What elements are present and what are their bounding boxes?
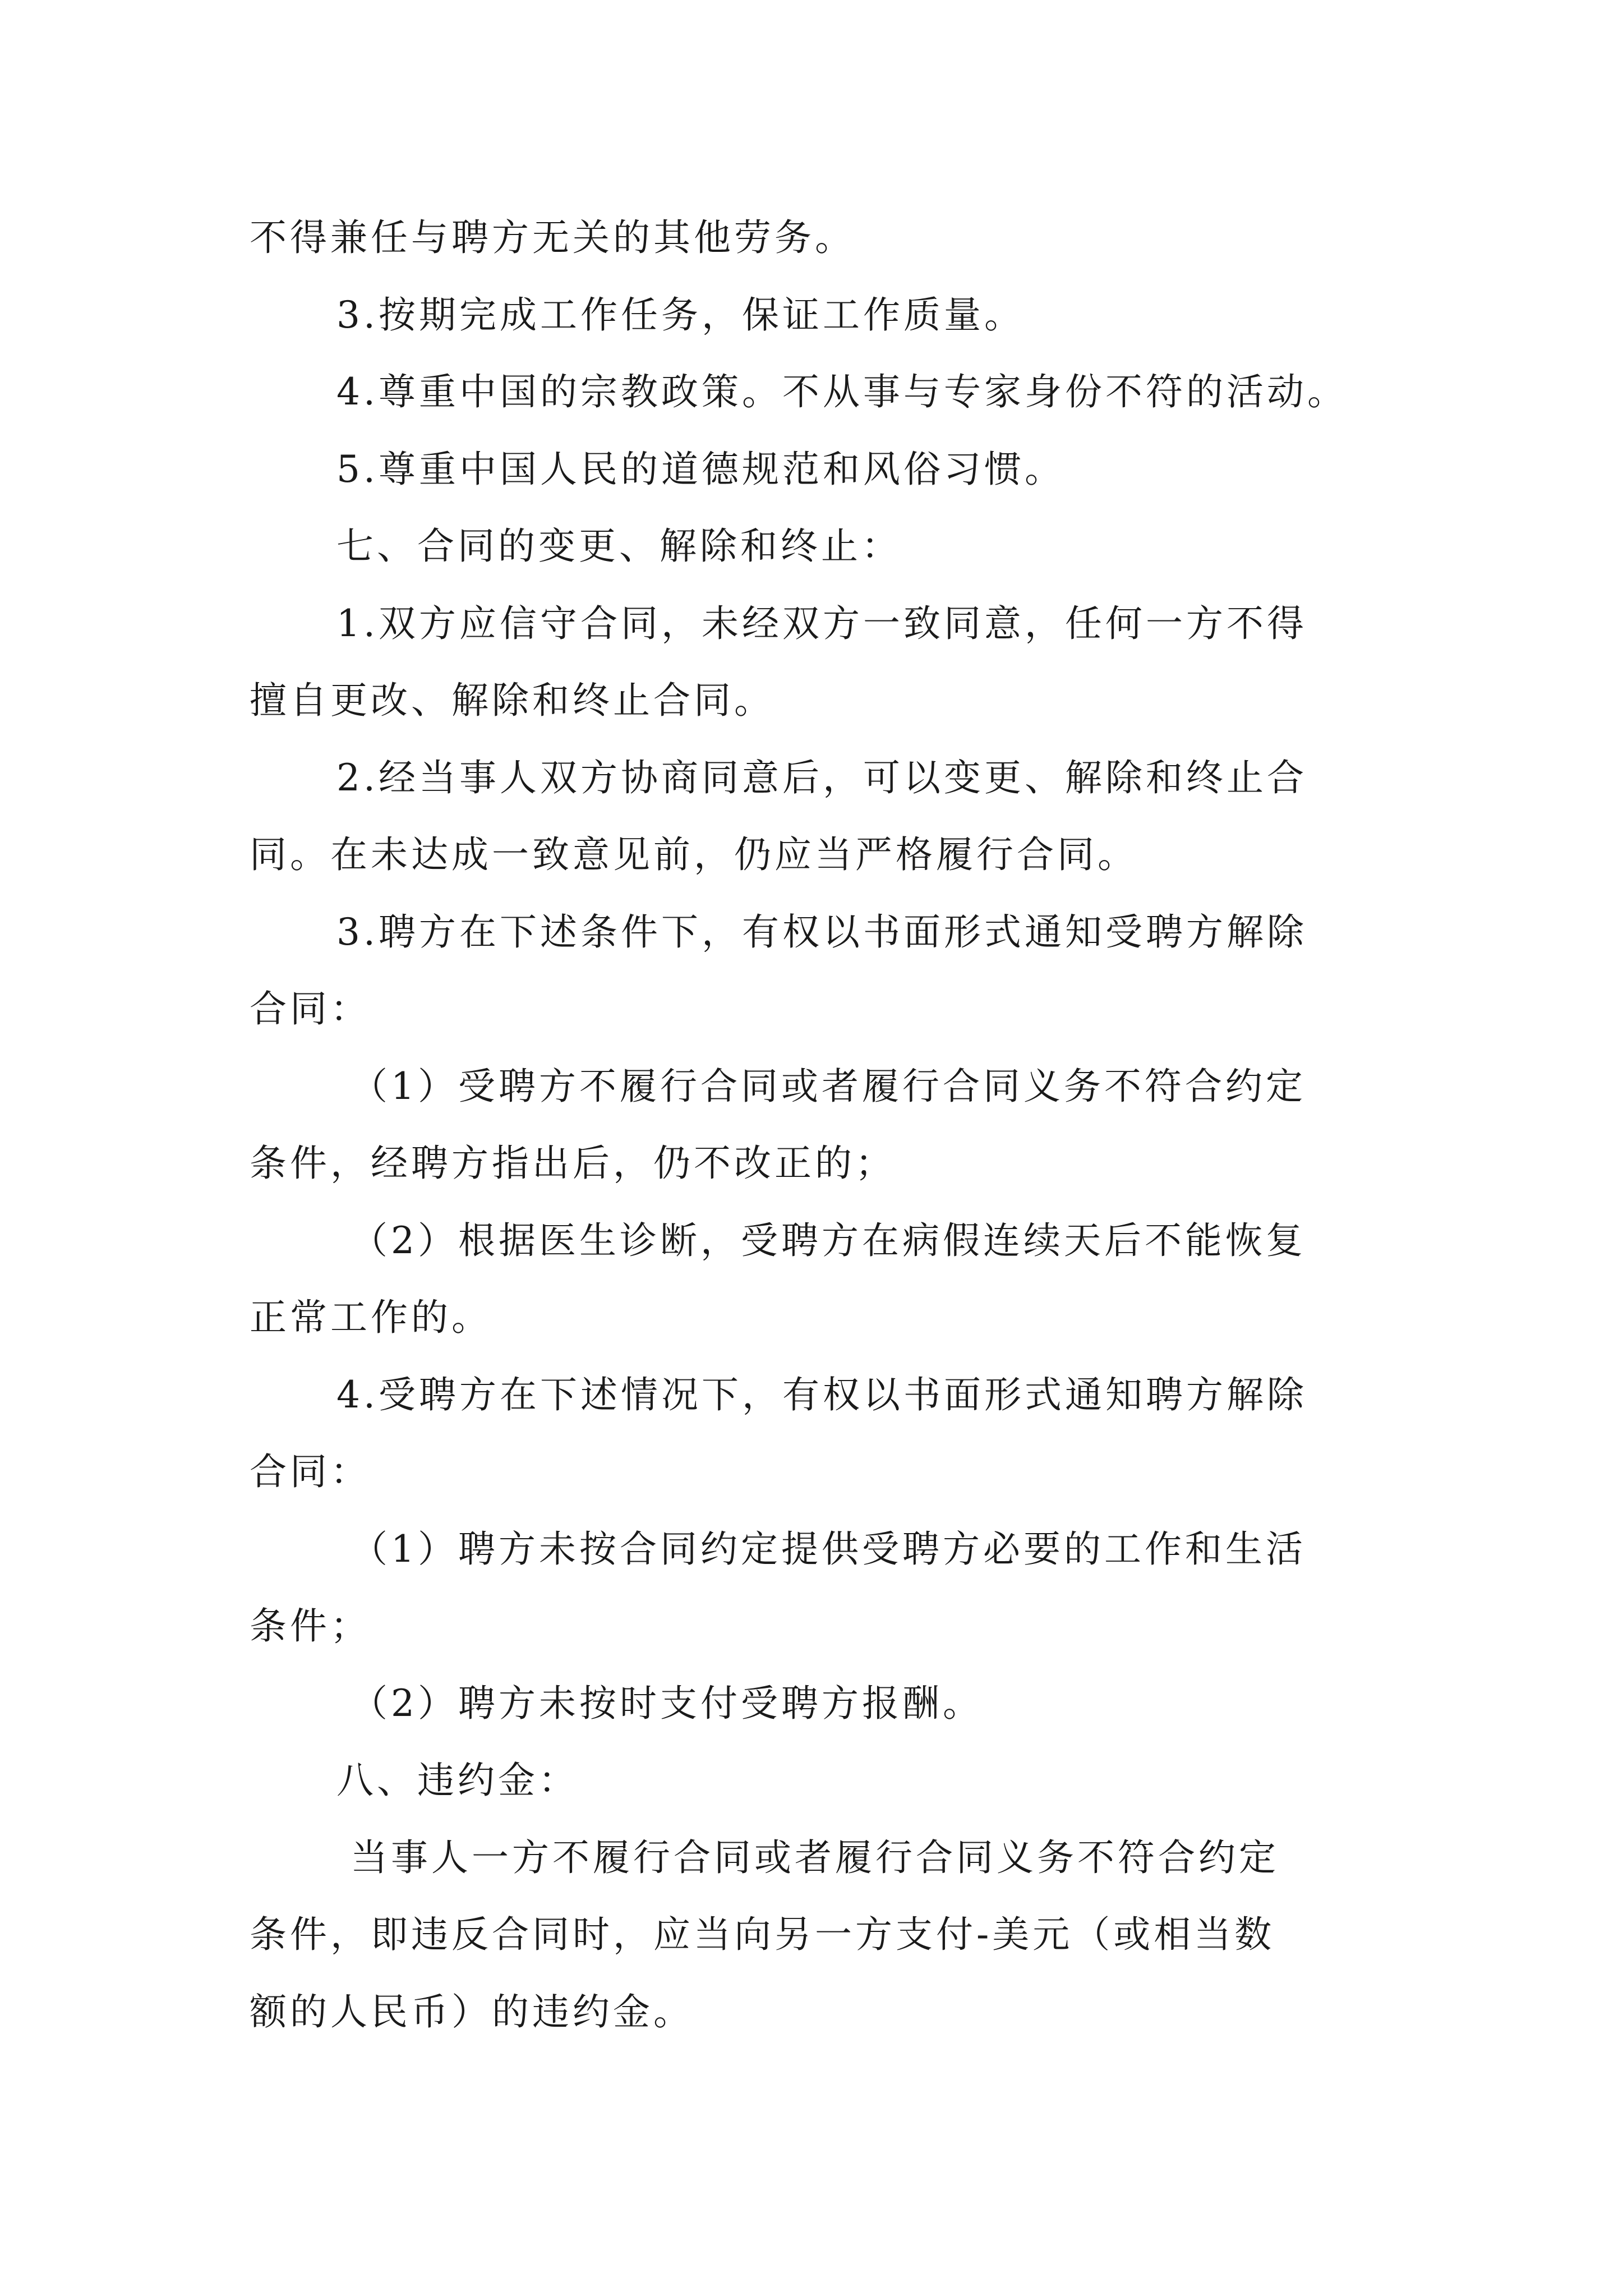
- document-body: [250, 199, 1377, 2050]
- text-line: 4.尊重中国的宗教政策。不从事与专家身份不符的活动。: [336, 370, 1348, 413]
- text-line: 1.双方应信守合同，未经双方一致同意，任何一方不得: [336, 601, 1307, 645]
- text-line: 条件，经聘方指出后，仍不改正的；: [250, 1142, 896, 1185]
- text-line: 合同：: [250, 987, 371, 1030]
- text-line: （2）聘方未按时支付受聘方报酬。: [351, 1681, 983, 1725]
- text-line: 5.尊重中国人民的道德规范和风俗习惯。: [336, 447, 1065, 491]
- section-heading: 七、合同的变更、解除和终止：: [336, 524, 902, 568]
- text-line: 擅自更改、解除和终止合同。: [250, 679, 774, 722]
- section-heading: 八、违约金：: [336, 1759, 579, 1802]
- text-line: 同。在未达成一致意见前，仍应当严格履行合同。: [250, 833, 1138, 876]
- text-line: （1）聘方未按合同约定提供受聘方必要的工作和生活: [351, 1527, 1306, 1571]
- text-line: 3.按期完成工作任务，保证工作质量。: [336, 293, 1025, 337]
- text-line: 条件；: [250, 1604, 371, 1648]
- text-line: 2.经当事人双方协商同意后，可以变更、解除和终止合: [336, 756, 1307, 799]
- text-line: （2）根据医生诊断，受聘方在病假连续天后不能恢复: [351, 1218, 1306, 1262]
- text-line: 4.受聘方在下述情况下，有权以书面形式通知聘方解除: [336, 1373, 1307, 1416]
- text-line: 不得兼任与聘方无关的其他劳务。: [250, 216, 855, 259]
- text-line: 3.聘方在下述条件下，有权以书面形式通知受聘方解除: [336, 910, 1307, 954]
- text-line: 合同：: [250, 1450, 371, 1493]
- text-line: 当事人一方不履行合同或者履行合同义务不符合约定: [351, 1835, 1279, 1879]
- text-line: 正常工作的。: [250, 1296, 492, 1339]
- text-line: （1）受聘方不履行合同或者履行合同义务不符合约定: [351, 1064, 1306, 1108]
- text-line: 条件，即违反合同时，应当向另一方支付-美元（或相当数: [250, 1913, 1275, 1956]
- text-line: 额的人民币）的违约金。: [250, 1990, 694, 2033]
